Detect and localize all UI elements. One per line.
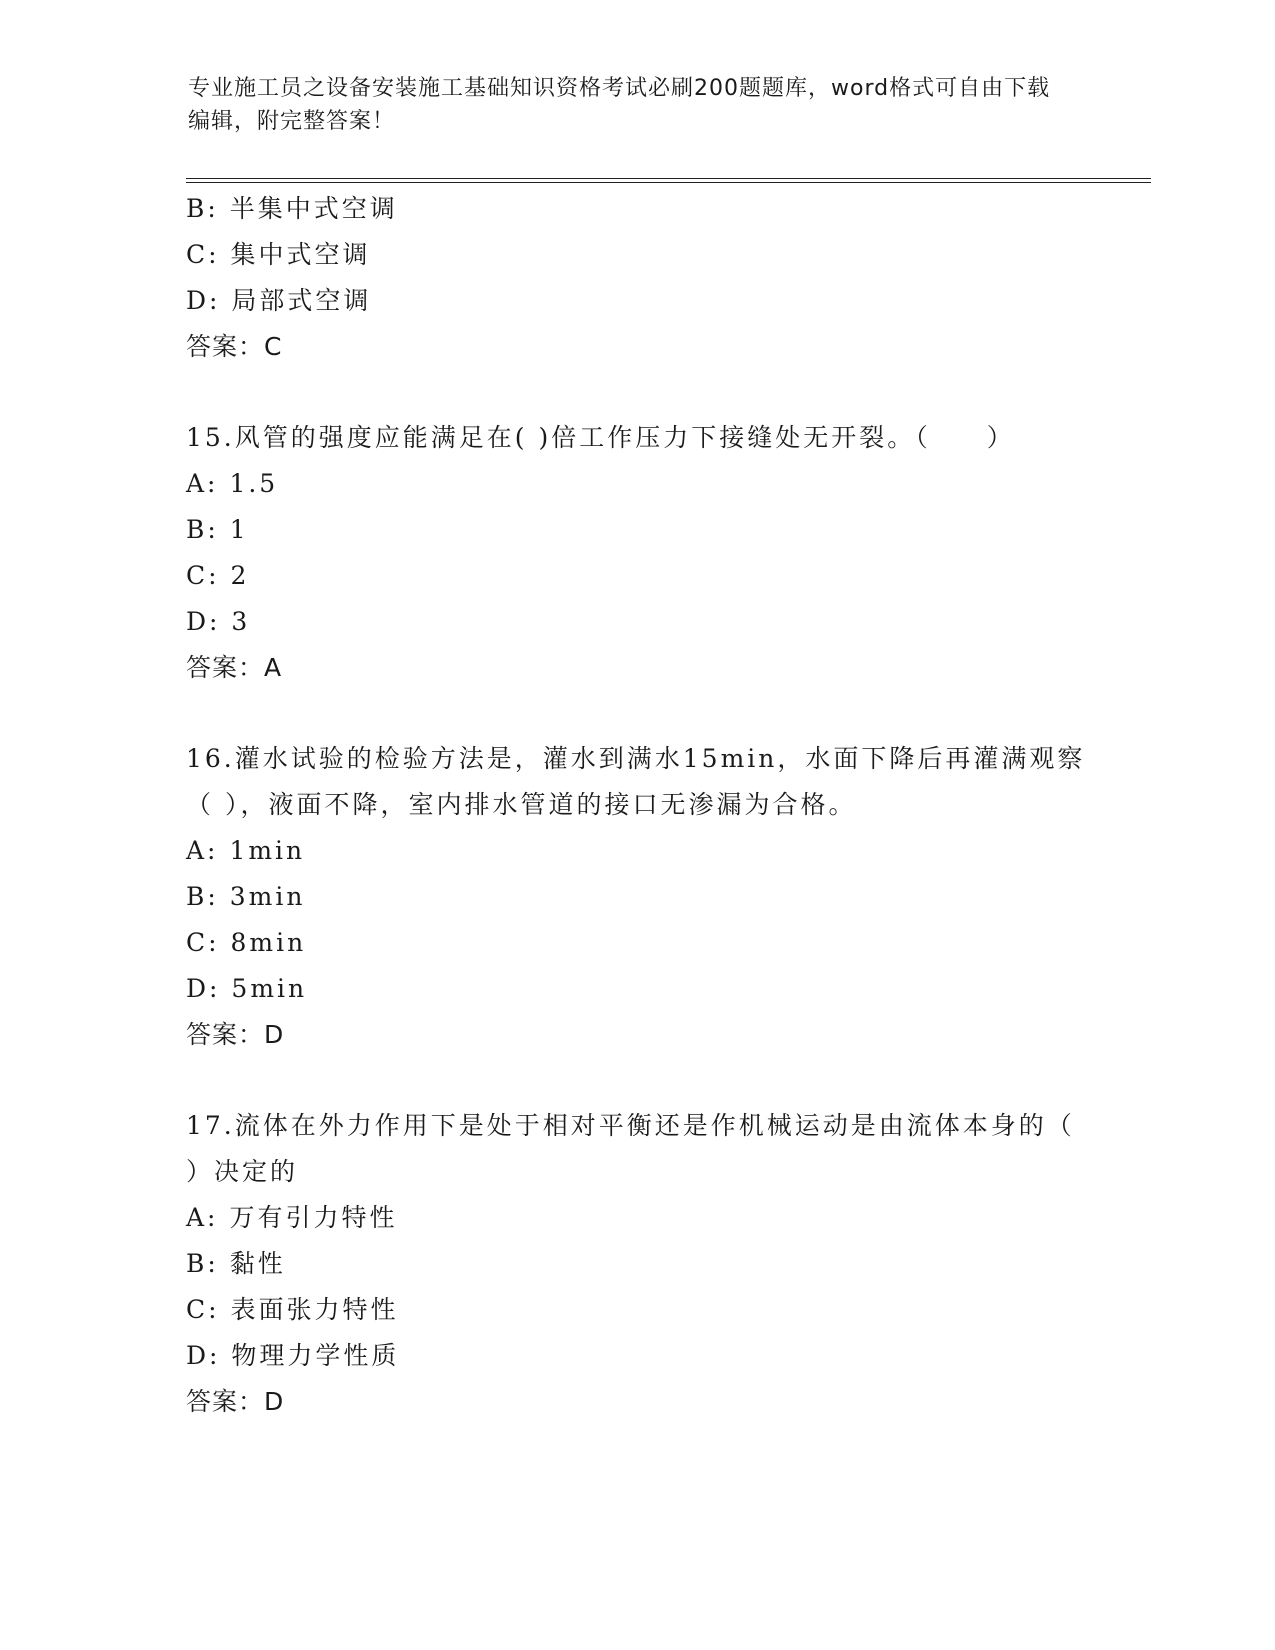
answer: 答案：A — [186, 653, 283, 682]
question-14-continued — [186, 186, 1086, 370]
answer: 答案：C — [186, 332, 283, 361]
option-a: A: 1.5 — [186, 469, 279, 498]
option-c: C: 2 — [186, 561, 250, 590]
answer: 答案：D — [186, 1020, 285, 1049]
option-a: A: 1min — [186, 836, 306, 865]
option-c: C: 表面张力特性 — [186, 1295, 399, 1324]
option-d: D: 局部式空调 — [186, 286, 372, 315]
page-header: 专业施工员之设备安装施工基础知识资格考试必刷200题题库，word格式可自由下载编辑，附完整答案！ — [188, 76, 1051, 134]
question-stem: 15.风管的强度应能满足在( )倍工作压力下接缝处无开裂。（ ） — [186, 423, 1015, 452]
option-d: D: 5min — [186, 974, 308, 1003]
option-b: B: 3min — [186, 882, 306, 911]
question-stem: 17.流体在外力作用下是处于相对平衡还是作机械运动是由流体本身的（ ）决定的 — [186, 1111, 1075, 1186]
header-divider — [186, 178, 1151, 183]
option-b: B: 黏性 — [186, 1249, 286, 1278]
question-16 — [186, 736, 1086, 1058]
option-d: D: 3 — [186, 607, 251, 636]
question-list — [186, 186, 1086, 1425]
option-b: B: 1 — [186, 515, 249, 544]
question-stem: 16.灌水试验的检验方法是，灌水到满水15min，水面下降后再灌满观察（ ），液面不降，室内排水管道的接口无渗漏为合格。 — [186, 744, 1086, 819]
option-d: D: 物理力学性质 — [186, 1341, 400, 1370]
question-17 — [186, 1103, 1086, 1425]
option-c: C: 8min — [186, 928, 307, 957]
answer: 答案：D — [186, 1387, 285, 1416]
option-a: A: 万有引力特性 — [186, 1203, 398, 1232]
option-c: C: 集中式空调 — [186, 240, 371, 269]
option-b: B: 半集中式空调 — [186, 194, 398, 223]
question-15 — [186, 415, 1086, 691]
